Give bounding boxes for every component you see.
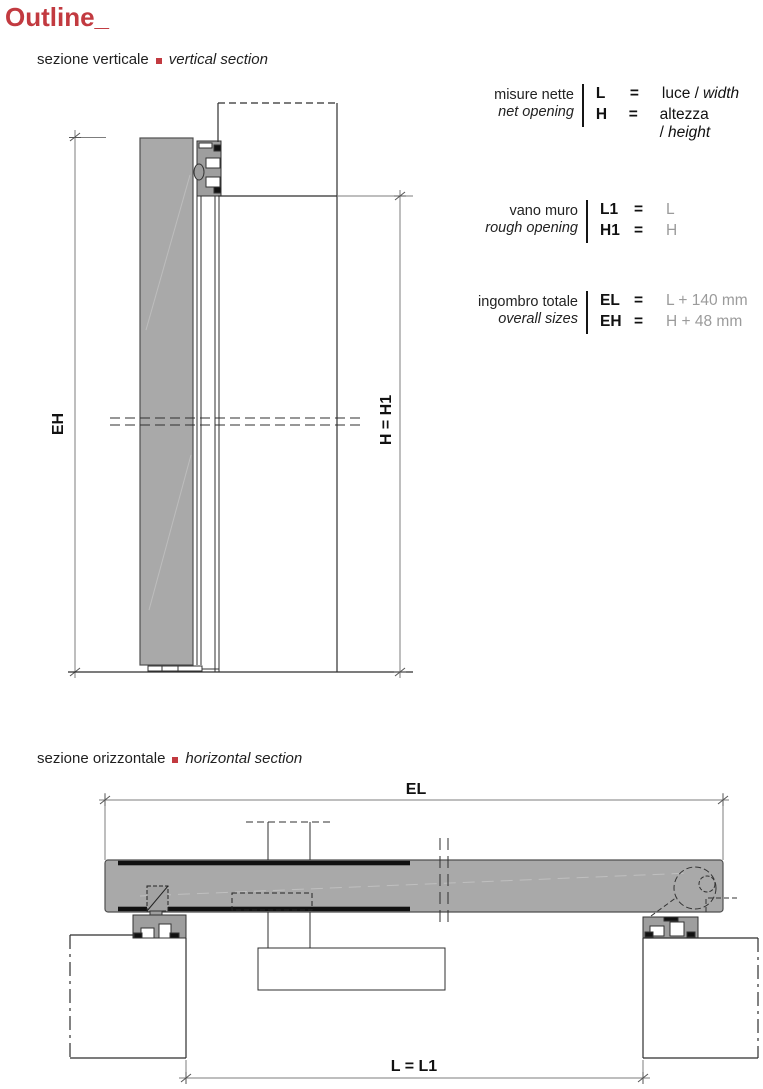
vertical-section-label-it: sezione verticale <box>37 51 149 68</box>
horizontal-section-label-it: sezione orizzontale <box>37 750 166 767</box>
right-jamb-profile <box>643 917 698 938</box>
right-wall-plan <box>643 938 758 1058</box>
left-wall-plan <box>70 935 186 1058</box>
legend-value: H + 48 mm <box>666 313 743 330</box>
interlock-detail <box>147 886 168 911</box>
wall-section <box>218 103 337 672</box>
gasket-clip <box>645 932 653 937</box>
el-dimension <box>99 793 729 860</box>
legend-value: L + 140 mm <box>666 292 748 309</box>
legend-equals: = <box>634 222 644 239</box>
gasket-clip <box>170 933 179 938</box>
legend-symbol: H1 <box>600 222 620 239</box>
floor-guide-box <box>258 912 445 990</box>
gasket-clip <box>134 933 142 938</box>
legend-value: luce / width <box>661 85 740 102</box>
top-frame-profile <box>194 141 221 196</box>
legend-symbol: L1 <box>600 201 619 218</box>
gasket-clip <box>664 917 678 921</box>
legend-equals: = <box>634 313 644 330</box>
legend-equals: = <box>634 292 644 309</box>
legend-label-it: vano muro <box>509 203 578 219</box>
left-jamb-profile <box>133 911 186 938</box>
legend-label-en: net opening <box>498 104 574 120</box>
legend-label-en: rough opening <box>485 220 578 236</box>
l-dimension-label: L = L1 <box>390 1058 438 1075</box>
door-panel-rect <box>105 860 723 912</box>
legend-symbol: L <box>595 85 606 102</box>
page-title: Outline_ <box>5 2 110 32</box>
frame-track-lines <box>197 196 219 672</box>
el-dimension-label: EL <box>405 781 427 798</box>
vertical-section-label-en: vertical section <box>168 51 268 68</box>
legend-symbol: EH <box>600 313 622 330</box>
legend-symbol: H <box>595 106 608 123</box>
eh-dimension-label: EH <box>50 412 67 436</box>
legend-label-it: misure nette <box>494 87 574 103</box>
h-dimension <box>337 190 413 678</box>
legend-label-en: overall sizes <box>498 311 578 327</box>
legend-value: H <box>666 222 678 239</box>
door-panel-rect <box>140 138 193 665</box>
eh-dimension <box>69 130 106 678</box>
gasket-clip <box>214 187 221 193</box>
door-panel-plan <box>105 860 738 916</box>
floor-detail <box>68 666 413 672</box>
legend-label-it: ingombro totale <box>478 294 578 310</box>
legend-value: altezza / height <box>659 106 711 141</box>
gasket-clip <box>214 145 221 151</box>
gasket-clip <box>687 932 695 937</box>
legend-symbol: EL <box>600 292 620 309</box>
gasket-strip-top <box>118 861 410 866</box>
horizontal-section-label-en: horizontal section <box>185 750 303 767</box>
h-dimension-label: H = H1 <box>378 394 395 446</box>
legend-value: L <box>666 201 675 218</box>
legend-equals: = <box>634 201 644 218</box>
legend-equals: = <box>628 106 638 123</box>
horizontal-section-drawing <box>0 700 763 1089</box>
door-panel-section <box>140 138 193 665</box>
legend-equals: = <box>629 85 639 102</box>
post-section <box>246 822 332 860</box>
